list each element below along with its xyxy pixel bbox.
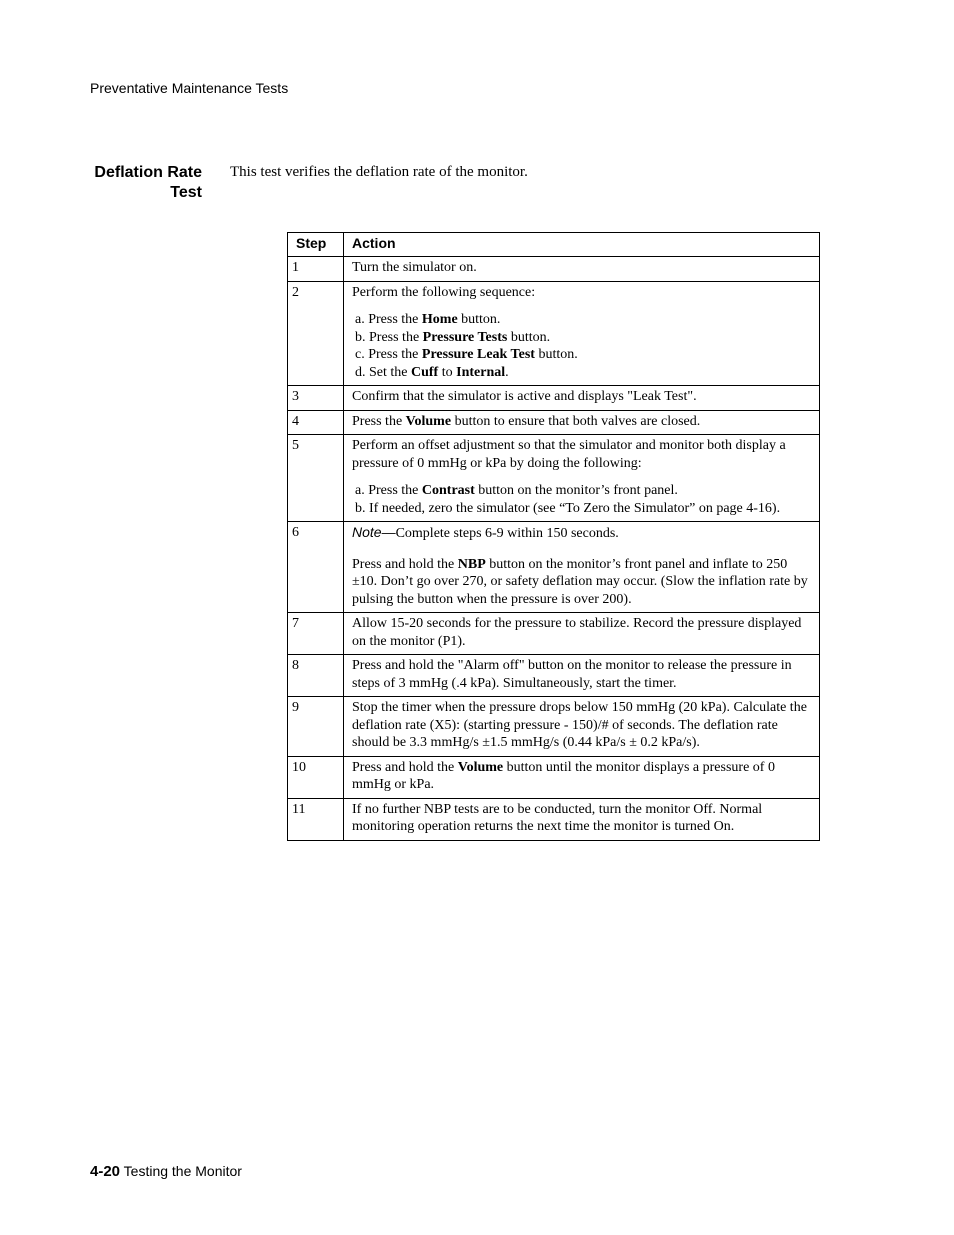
- step-intro: Perform the following sequence:: [352, 284, 536, 300]
- section-intro: This test verifies the deflation rate of the monitor.: [230, 164, 528, 180]
- table-row: [288, 435, 820, 522]
- setting-value: Internal: [456, 364, 506, 380]
- step-number: 6: [288, 522, 344, 613]
- substep: d. Set the Cuff to Internal.: [355, 364, 509, 380]
- table-header-row: [288, 233, 820, 257]
- substep: c. Press the Pressure Leak Test button.: [355, 347, 578, 362]
- setting-name: Cuff: [411, 364, 439, 380]
- step-number: 5: [288, 435, 344, 522]
- step-number: 9: [288, 697, 344, 757]
- step-action: [344, 522, 820, 613]
- table-row: [288, 522, 820, 613]
- section-title-line2: Test: [170, 184, 202, 201]
- button-name: Pressure Leak Test: [421, 347, 535, 362]
- button-name: Contrast: [421, 483, 475, 498]
- note-text: Complete steps 6-9 within 150 seconds.: [395, 526, 619, 541]
- step-action: Press the Volume button to ensure that both valves are closed.: [344, 410, 820, 435]
- table-row: [288, 798, 820, 840]
- step-action: [344, 435, 820, 522]
- procedure-table: [287, 232, 820, 841]
- step-number: 2: [288, 281, 344, 386]
- step-text: Press and hold the NBP button on the monitor’s front panel and inflate to 250 ±10. Don’t go over 270, or safety deflation may occur. (Slow the inflation rate by pulsing the button when the pressure is over 200).: [352, 556, 808, 607]
- running-head: Preventative Maintenance Tests: [90, 80, 289, 96]
- table-row: [288, 281, 820, 386]
- substep: b. If needed, zero the simulator (see “To Zero the Simulator” on page 4-16).: [355, 500, 781, 516]
- step-number: 3: [288, 386, 344, 411]
- substep-list: [355, 482, 811, 517]
- table-row: [288, 410, 820, 435]
- button-name: Volume: [457, 759, 504, 775]
- substep: b. Press the Pressure Tests button.: [355, 329, 551, 345]
- step-action: Press and hold the Volume button until the monitor displays a pressure of 0 mmHg or kPa.: [344, 756, 820, 798]
- step-action: Press and hold the "Alarm off" button on the monitor to release the pressure in steps of 3 mmHg (.4 kPa). Simultaneously, start the timer.: [344, 655, 820, 697]
- page-footer: [90, 1163, 242, 1180]
- button-name: Volume: [405, 413, 452, 429]
- note-label: Note—: [352, 524, 396, 540]
- step-number: 10: [288, 756, 344, 798]
- step-number: 4: [288, 410, 344, 435]
- button-name: Pressure Tests: [422, 329, 508, 345]
- column-header-action: Action: [344, 233, 820, 257]
- step-action: [344, 281, 820, 386]
- step-action: Turn the simulator on.: [344, 257, 820, 282]
- table-row: [288, 655, 820, 697]
- table-row: [288, 697, 820, 757]
- substep: a. Press the Home button.: [355, 312, 501, 327]
- step-intro: Perform an offset adjustment so that the simulator and monitor both display a pressure of 0 mmHg or kPa by doing the following:: [352, 438, 786, 471]
- step-action: Allow 15-20 seconds for the pressure to stabilize. Record the pressure displayed on the monitor (P1).: [344, 613, 820, 655]
- section-title: [60, 163, 202, 203]
- step-action: Confirm that the simulator is active and displays "Leak Test".: [344, 386, 820, 411]
- step-action: If no further NBP tests are to be conducted, turn the monitor Off. Normal monitoring operation returns the next time the monitor is turned On.: [344, 798, 820, 840]
- table-row: [288, 386, 820, 411]
- table-row: [288, 257, 820, 282]
- step-number: 7: [288, 613, 344, 655]
- button-name: Home: [421, 312, 458, 327]
- table-row: [288, 756, 820, 798]
- section-title-line1: Deflation Rate: [94, 164, 202, 181]
- button-name: NBP: [457, 556, 486, 572]
- column-header-step: Step: [288, 233, 344, 257]
- step-number: 8: [288, 655, 344, 697]
- step-action: Stop the timer when the pressure drops below 150 mmHg (20 kPa). Calculate the deflation rate (X5): (starting pressure - 150)/# of seconds. The deflation rate should be 3.3 mmHg/s ±1.5 mmHg/s (0.44 kPa/s ± 0.2 kPa/s).: [344, 697, 820, 757]
- substep-list: [355, 311, 811, 381]
- substep: a. Press the Contrast button on the monitor’s front panel.: [355, 483, 678, 498]
- table-row: [288, 613, 820, 655]
- chapter-title: Testing the Monitor: [123, 1163, 242, 1179]
- step-number: 11: [288, 798, 344, 840]
- page-number: 4-20: [90, 1163, 121, 1180]
- step-note: [352, 524, 811, 543]
- step-number: 1: [288, 257, 344, 282]
